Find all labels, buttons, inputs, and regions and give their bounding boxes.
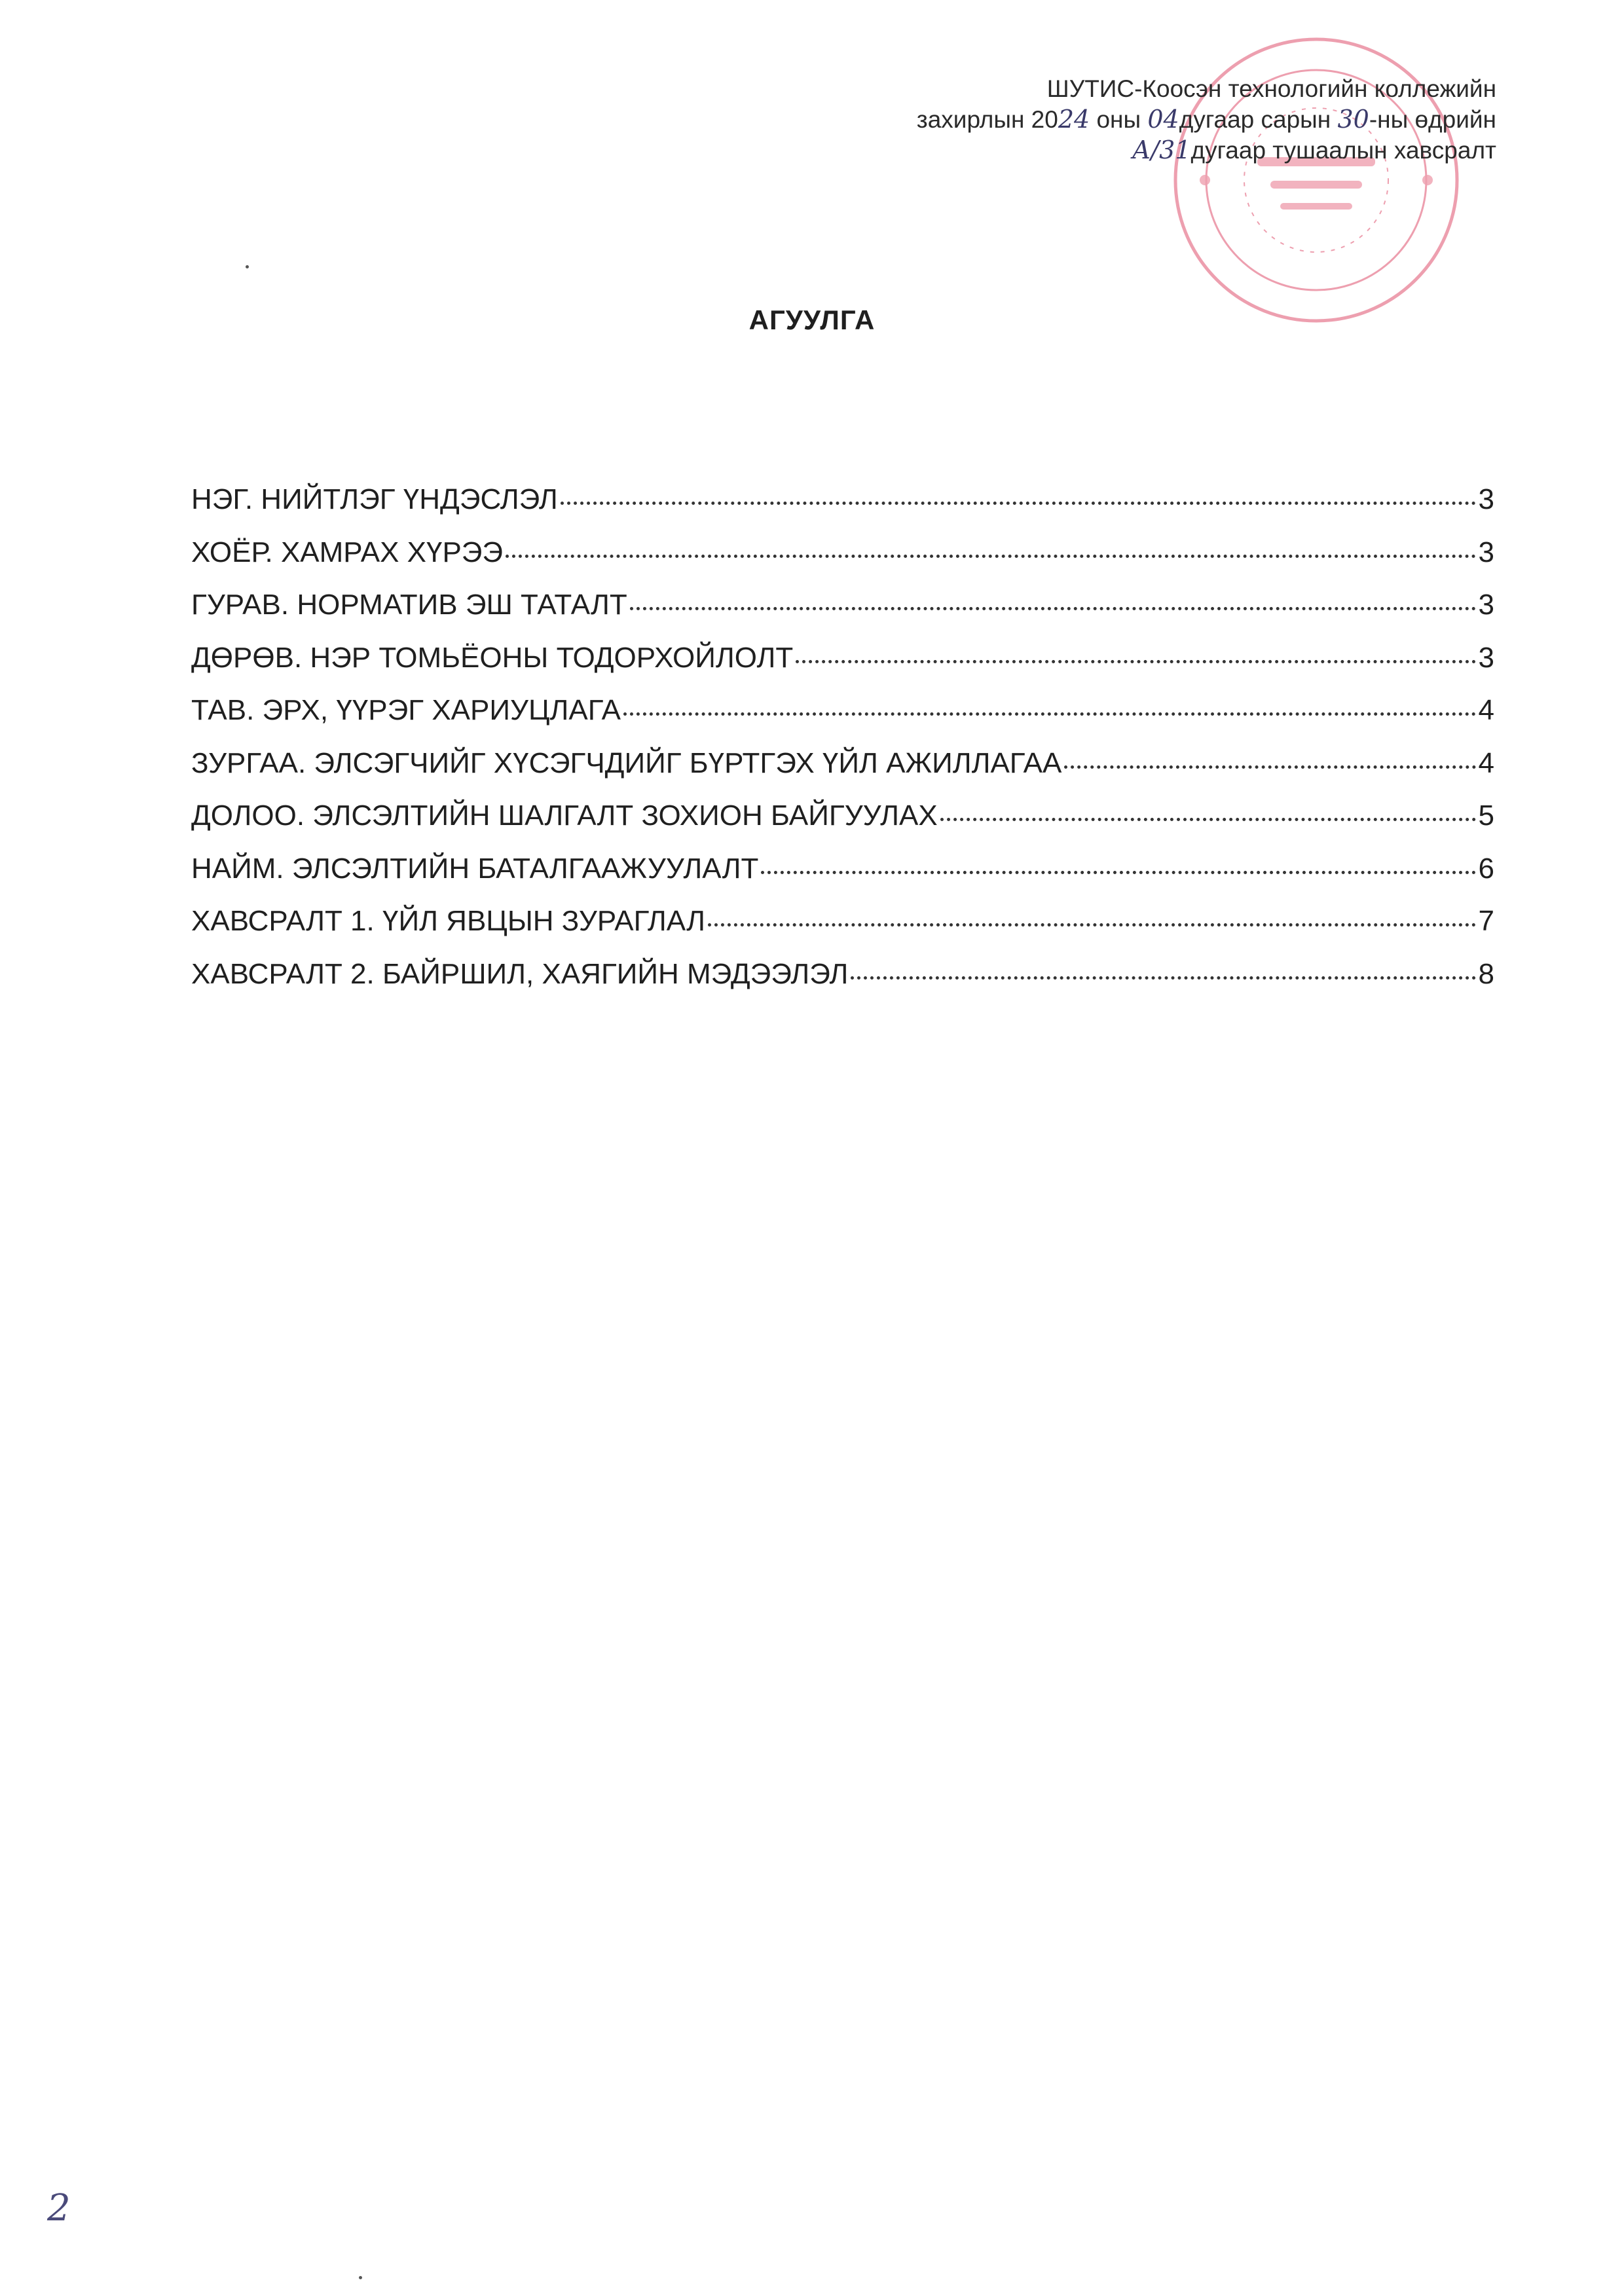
toc-entry-title: ХАВСРАЛТ 2. БАЙРШИЛ, ХАЯГИЙН МЭДЭЭЛЭЛ (191, 957, 849, 990)
toc-entry-title: ДӨРӨВ. НЭР ТОМЬЁОНЫ ТОДОРХОЙЛОЛТ (191, 641, 794, 674)
handwritten-month: 04 (1147, 105, 1179, 134)
dot-leader (796, 660, 1475, 663)
page-title: АГУУЛГА (748, 304, 876, 335)
toc-entry[interactable] (191, 799, 1494, 853)
toc-entry-page: 4 (1478, 746, 1494, 779)
toc-entry-title: НЭГ. НИЙТЛЭГ ҮНДЭСЛЭЛ (191, 483, 558, 515)
header-line-2-part-b: оны (1090, 106, 1148, 133)
toc-entry-title: ХОЁР. ХАМРАХ ХҮРЭЭ (191, 536, 504, 568)
handwritten-order-number: А/31 (1132, 136, 1191, 164)
toc-entry[interactable] (191, 694, 1494, 747)
handwritten-page-number: 2 (47, 2187, 71, 2230)
toc-entry-page: 3 (1478, 589, 1494, 621)
handwritten-year: 24 (1058, 105, 1090, 134)
toc-entry-page: 3 (1478, 536, 1494, 568)
toc-entry-title: ХАВСРАЛТ 1. ҮЙЛ ЯВЦЫН ЗУРАГЛАЛ (191, 905, 705, 937)
header-line-2-part-c: дугаар сарын (1179, 106, 1338, 133)
dot-leader (940, 818, 1476, 821)
toc-entry[interactable] (191, 642, 1494, 695)
toc-entry-title: ЗУРГАА. ЭЛСЭГЧИЙГ ХҮСЭГЧДИЙГ БҮРТГЭХ ҮЙЛ АЖИЛЛАГАА (191, 746, 1062, 779)
header-line-3-text: дугаар тушаалын хавсралт (1190, 137, 1496, 164)
toc-entry-page: 3 (1478, 641, 1494, 674)
toc-entry[interactable] (191, 853, 1494, 906)
header-line-3 (645, 135, 1496, 166)
toc-entry-page: 5 (1478, 799, 1494, 832)
toc-entry-title: ГУРАВ. НОРМАТИВ ЭШ ТАТАЛТ (191, 589, 627, 621)
toc-entry[interactable] (191, 958, 1494, 1011)
toc-entry-title: ДОЛОО. ЭЛСЭЛТИЙН ШАЛГАЛТ ЗОХИОН БАЙГУУЛАХ (191, 799, 938, 832)
toc-entry-page: 3 (1478, 483, 1494, 515)
toc-entry[interactable] (191, 536, 1494, 589)
official-seal-icon (1159, 26, 1473, 327)
dot-leader (761, 871, 1475, 874)
header-line-2-part-a: захирлын 20 (916, 106, 1058, 133)
order-reference (645, 73, 1496, 166)
scan-speck (359, 2276, 362, 2279)
dot-leader (506, 555, 1475, 558)
header-line-2-part-d: -ны өдрийн (1369, 106, 1496, 133)
dot-leader (1064, 765, 1475, 769)
dot-leader (851, 976, 1475, 980)
toc-entry[interactable] (191, 905, 1494, 958)
toc-entry-title: ТАВ. ЭРХ, ҮҮРЭГ ХАРИУЦЛАГА (191, 694, 621, 726)
toc-entry-title: НАЙМ. ЭЛСЭЛТИЙН БАТАЛГААЖУУЛАЛТ (191, 852, 759, 885)
dot-leader (708, 923, 1476, 927)
handwritten-day: 30 (1337, 105, 1369, 134)
toc-entry[interactable] (191, 483, 1494, 536)
toc-entry-page: 4 (1478, 694, 1494, 726)
toc-entry-page: 7 (1478, 905, 1494, 937)
toc-entry-page: 6 (1478, 852, 1494, 885)
table-of-contents (191, 483, 1494, 1010)
header-line-1: ШУТИС-Коосэн технологийн коллежийн (1046, 75, 1496, 102)
scan-speck (246, 265, 249, 268)
header-line-2 (645, 104, 1496, 135)
toc-entry-page: 8 (1478, 957, 1494, 990)
toc-entry[interactable] (191, 589, 1494, 642)
dot-leader (623, 712, 1476, 716)
dot-leader (561, 502, 1476, 505)
dot-leader (630, 607, 1476, 610)
toc-entry[interactable] (191, 747, 1494, 800)
